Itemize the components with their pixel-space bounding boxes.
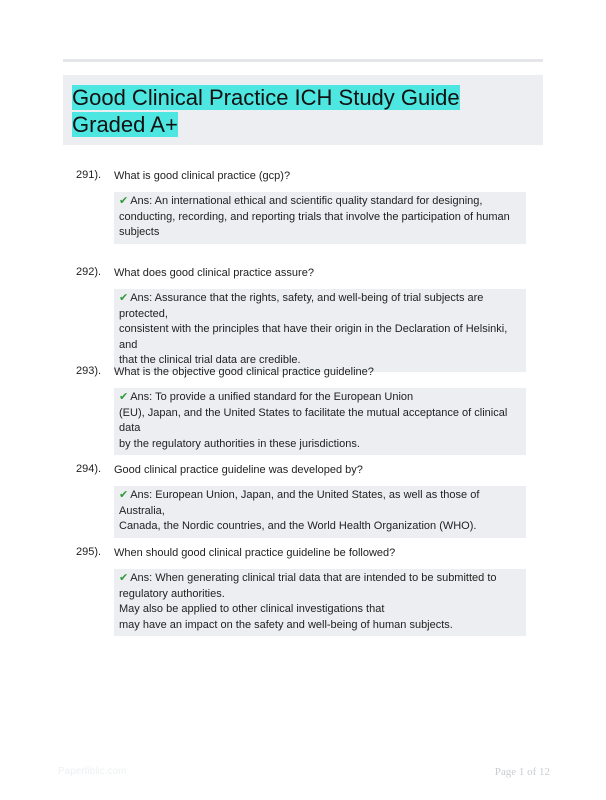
question-text: When should good clinical practice guideline be followed? (114, 547, 396, 559)
page-title (72, 84, 532, 138)
question-text: What does good clinical practice assure? (114, 267, 314, 279)
question-text: Good clinical practice guideline was developed by? (114, 464, 363, 476)
question-text: What is the objective good clinical practice guideline? (114, 366, 374, 378)
answer-box (114, 388, 526, 455)
answer-line: Ans: When generating clinical trial data that are intended to be submitted to (130, 572, 497, 584)
answer-line: (EU), Japan, and the United States to facilitate the mutual acceptance of clinical data (119, 406, 508, 434)
answer-line: subjects (119, 226, 160, 238)
page-title-text: Good Clinical Practice ICH Study Guide Graded A+ (72, 85, 460, 137)
answer-line: Ans: To provide a unified standard for the European Union (130, 391, 414, 403)
answer-line: Ans: European Union, Japan, and the United States, as well as those of Australia, (119, 489, 480, 517)
answer-line: may have an impact on the safety and well-being of human subjects. (119, 618, 453, 631)
answer-box (114, 192, 526, 244)
answer-line: Ans: Assurance that the rights, safety, and well-being of trial subjects are protected, (119, 292, 484, 320)
answer-line: regulatory authorities. (119, 587, 225, 600)
question-number: 295). (76, 546, 102, 558)
answer-line: conducting, recording, and reporting trials that involve the participation of human (119, 210, 510, 223)
check-icon: ✔ (119, 572, 129, 584)
answer-line: that the clinical trial data are credible. (119, 354, 301, 366)
answer-box (114, 289, 526, 372)
check-icon: ✔ (119, 292, 129, 304)
answer-box (114, 486, 526, 538)
answer-line: by the regulatory authorities in these jurisdictions. (119, 437, 360, 450)
check-icon: ✔ (119, 489, 129, 501)
answer-line: Canada, the Nordic countries, and the World Health Organization (WHO). (119, 520, 477, 532)
check-icon: ✔ (119, 195, 129, 207)
question-text: What is good clinical practice (gcp)? (114, 170, 291, 182)
page-number: Page 1 of 12 (494, 766, 550, 778)
header-divider (63, 59, 543, 62)
check-icon: ✔ (119, 391, 129, 403)
question-number: 292). (76, 266, 102, 278)
question-number: 293). (76, 365, 102, 377)
answer-line: Ans: An international ethical and scientific quality standard for designing, (130, 195, 483, 207)
answer-line: May also be applied to other clinical investigations that (119, 603, 385, 615)
answer-box (114, 569, 526, 636)
answer-line: consistent with the principles that have their origin in the Declaration of Helsinki, and (119, 323, 508, 351)
question-number: 294). (76, 463, 102, 475)
question-number: 291). (76, 169, 102, 181)
footer-watermark: Paperfiblic.com (58, 766, 127, 777)
